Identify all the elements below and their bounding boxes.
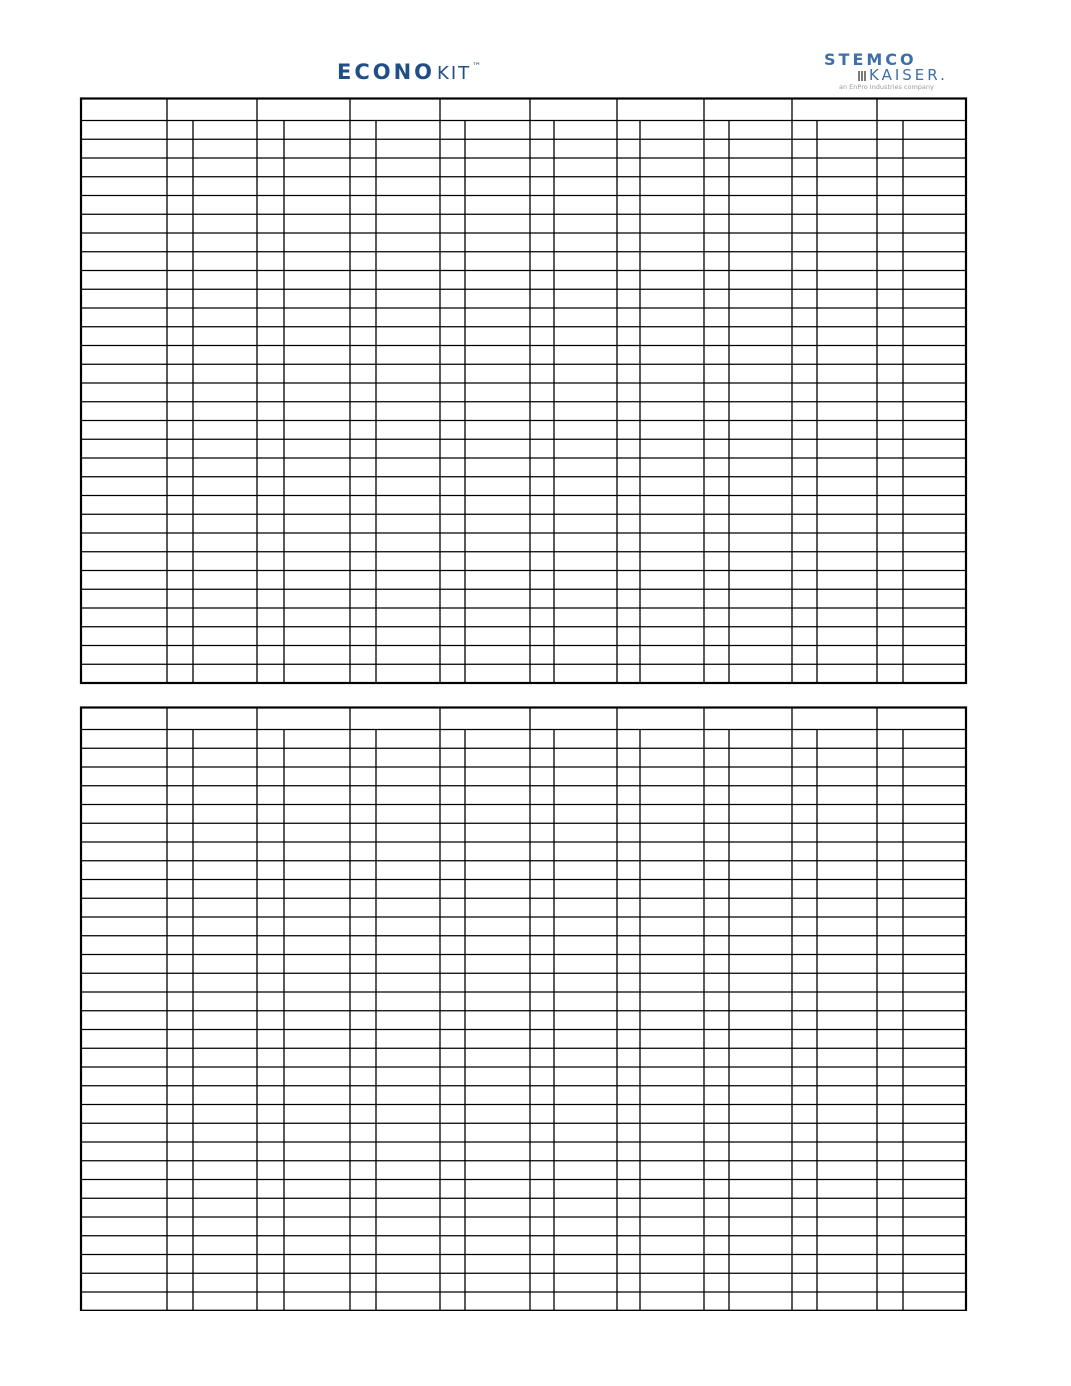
econokit-logo-econo: ECONO bbox=[337, 60, 436, 84]
lower-grid bbox=[79, 706, 969, 1311]
econokit-logo-kit: KIT bbox=[437, 63, 472, 84]
econokit-logo bbox=[337, 62, 481, 83]
stemco-bars-icon bbox=[858, 71, 867, 81]
grid-border bbox=[81, 708, 966, 1311]
stemco-logo-tagline: an EnPro Industries company bbox=[839, 83, 934, 91]
grid-border bbox=[81, 99, 966, 684]
upper-grid bbox=[79, 97, 969, 701]
stemco-kaiser-logo bbox=[822, 50, 972, 94]
stemco-logo-text: STEMCO bbox=[824, 50, 917, 69]
kaiser-logo-text: KAISER. bbox=[869, 66, 948, 84]
econokit-logo-trademark: ™ bbox=[472, 62, 482, 72]
